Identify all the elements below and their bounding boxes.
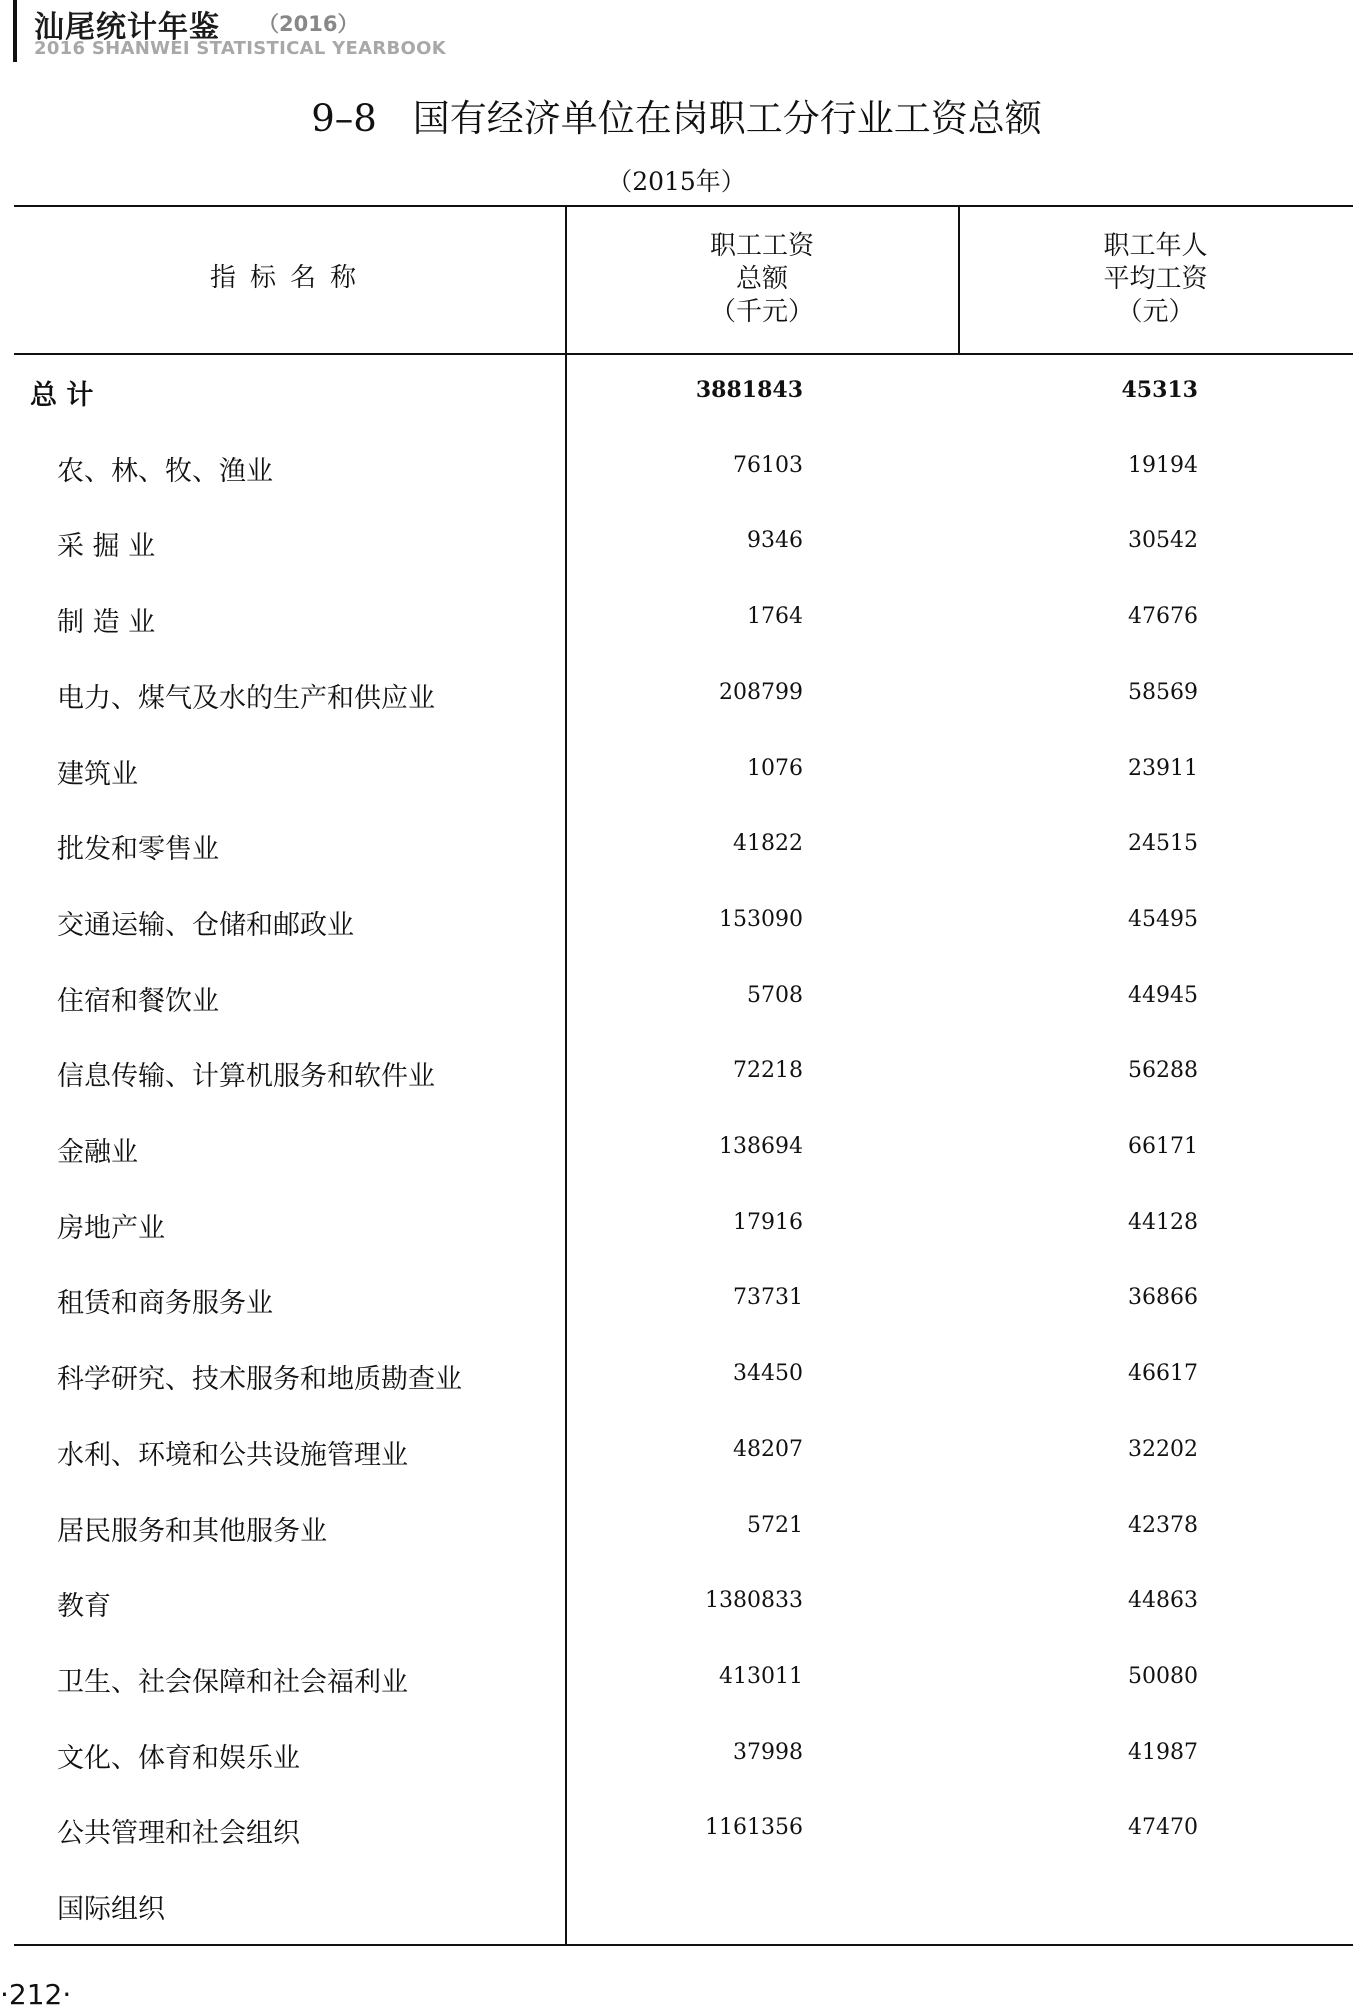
total-wages-value: 17916 <box>733 1209 803 1235</box>
industry-name: 批发和零售业 <box>57 834 219 866</box>
table-row <box>0 1188 1353 1264</box>
table-row <box>0 431 1353 507</box>
industry-name: 租赁和商务服务业 <box>57 1288 273 1320</box>
yearbook-title: 汕尾统计年鉴 <box>34 10 220 45</box>
industry-name: 总 计 <box>30 380 94 411</box>
header-average-wage-unit: （元） <box>1116 297 1195 327</box>
total-wages-value: 208799 <box>719 679 803 705</box>
total-wages-value: 5721 <box>747 1512 803 1538</box>
table-row <box>0 1036 1353 1112</box>
table-row <box>0 1718 1353 1794</box>
average-wage-value: 47676 <box>1128 604 1198 630</box>
average-wage-value: 58569 <box>1128 679 1198 705</box>
average-wage-value: 44128 <box>1128 1209 1198 1235</box>
yearbook-subtitle: 2016 SHANWEI STATISTICAL YEARBOOK <box>34 38 446 59</box>
total-wages-value: 73731 <box>733 1285 803 1311</box>
table-row <box>0 734 1353 810</box>
header-total-wages-line2: 总额 <box>735 264 788 294</box>
industry-name: 建筑业 <box>57 758 138 790</box>
total-wages-value: 138694 <box>719 1134 803 1159</box>
table-row <box>0 1263 1353 1339</box>
industry-name: 文化、体育和娱乐业 <box>57 1742 300 1774</box>
yearbook-edition: （2016） <box>258 12 359 36</box>
industry-name: 农、林、牧、渔业 <box>57 455 273 487</box>
table-row <box>0 582 1353 658</box>
table-row <box>0 1491 1353 1567</box>
average-wage-value: 66171 <box>1128 1134 1198 1159</box>
industry-name: 住宿和餐饮业 <box>57 985 219 1017</box>
table-number: 9–8 <box>311 97 377 140</box>
table-title <box>0 88 1353 142</box>
table-row <box>0 1642 1353 1718</box>
total-wages-value: 153090 <box>719 906 803 932</box>
industry-name: 卫生、社会保障和社会福利业 <box>57 1666 408 1698</box>
table-top-rule <box>14 205 1353 207</box>
table-row <box>0 961 1353 1037</box>
total-wages-value: 76103 <box>733 452 803 478</box>
table-row <box>0 1566 1353 1642</box>
industry-name: 科学研究、技术服务和地质勘查业 <box>57 1364 462 1396</box>
header-indicator-name: 指标名称 <box>209 263 370 293</box>
total-wages-value: 41822 <box>733 831 803 857</box>
total-wages-value: 1764 <box>747 604 803 630</box>
total-wages-value: 1076 <box>747 755 803 781</box>
average-wage-value: 56288 <box>1128 1058 1198 1084</box>
average-wage-value: 44863 <box>1128 1588 1198 1614</box>
table-row <box>0 1869 1353 1945</box>
average-wage-value: 23911 <box>1128 755 1198 781</box>
average-wage-value: 41987 <box>1128 1739 1198 1765</box>
average-wage-value: 36866 <box>1128 1285 1198 1311</box>
industry-name: 信息传输、计算机服务和软件业 <box>57 1061 435 1093</box>
total-wages-value: 72218 <box>733 1058 803 1084</box>
total-wages-value: 9346 <box>747 528 803 554</box>
average-wage-value: 24515 <box>1128 831 1198 857</box>
total-wages-value: 48207 <box>733 1436 803 1462</box>
table-row <box>0 658 1353 734</box>
average-wage-value: 19194 <box>1128 452 1198 478</box>
table-row <box>0 809 1353 885</box>
average-wage-value: 42378 <box>1128 1512 1198 1538</box>
table-title-text: 国有经济单位在岗职工分行业工资总额 <box>412 97 1042 140</box>
header-average-wage-line1: 职工年人 <box>1103 231 1208 261</box>
table-row <box>0 506 1353 582</box>
table-row <box>0 885 1353 961</box>
header-average-wage-line2: 平均工资 <box>1103 264 1208 294</box>
industry-name: 国际组织 <box>57 1894 165 1925</box>
average-wage-value: 45313 <box>1121 377 1198 403</box>
industry-name: 水利、环境和公共设施管理业 <box>57 1439 408 1471</box>
table-year-note: （2015年） <box>607 167 746 196</box>
average-wage-value: 32202 <box>1128 1436 1198 1462</box>
table-row <box>0 1112 1353 1188</box>
total-wages-value: 413011 <box>719 1663 803 1689</box>
total-wages-value: 1380833 <box>705 1588 803 1614</box>
average-wage-value: 50080 <box>1128 1663 1198 1689</box>
industry-name: 教育 <box>57 1591 111 1623</box>
total-wages-value: 37998 <box>733 1739 803 1765</box>
page-number: ·212· <box>0 1978 72 2011</box>
table-row <box>0 1793 1353 1869</box>
industry-name: 交通运输、仓储和邮政业 <box>57 909 354 941</box>
average-wage-value: 47470 <box>1128 1815 1198 1841</box>
total-wages-value: 34450 <box>733 1361 803 1387</box>
industry-name: 金融业 <box>57 1137 138 1168</box>
table-row <box>0 1415 1353 1491</box>
industry-name: 房地产业 <box>57 1212 165 1244</box>
total-wages-value: 5708 <box>747 982 803 1008</box>
table-row <box>0 1339 1353 1415</box>
total-wages-value: 3881843 <box>695 377 803 403</box>
average-wage-value: 44945 <box>1128 982 1198 1008</box>
header-total-wages <box>566 230 958 329</box>
header-average-wage <box>958 230 1353 329</box>
average-wage-value: 30542 <box>1128 528 1198 554</box>
industry-name: 采 掘 业 <box>57 531 156 563</box>
table-row-total <box>0 355 1353 431</box>
industry-name: 公共管理和社会组织 <box>57 1818 300 1850</box>
industry-name: 制 造 业 <box>57 607 156 639</box>
average-wage-value: 45495 <box>1128 906 1198 932</box>
header-total-wages-unit: （千元） <box>709 297 814 327</box>
header-bar <box>13 0 17 62</box>
industry-name: 居民服务和其他服务业 <box>57 1515 327 1547</box>
total-wages-value: 1161356 <box>705 1815 803 1841</box>
average-wage-value: 46617 <box>1128 1361 1198 1387</box>
header-total-wages-line1: 职工工资 <box>709 231 814 261</box>
industry-name: 电力、煤气及水的生产和供应业 <box>57 682 435 714</box>
